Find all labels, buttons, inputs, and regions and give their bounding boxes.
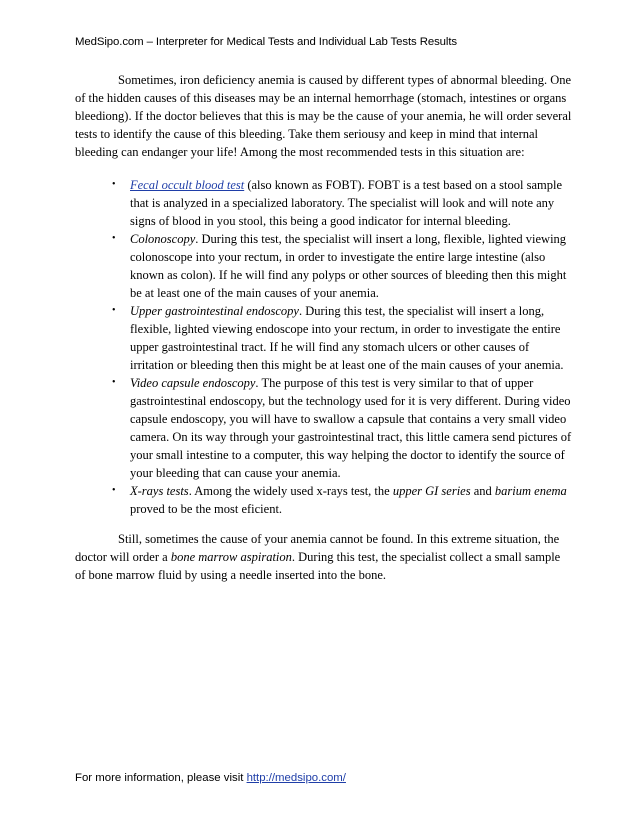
list-item (112, 482, 572, 518)
list-item-text: . Among the widely used x-rays test, the (188, 484, 393, 498)
test-term: Video capsule endoscopy (130, 376, 256, 390)
list-item-text: . The purpose of this test is very similar to that of upper gastrointestinal endoscopy, but the technology used for it is very different. During video capsule endoscopy, you will have to swallow a capsule that contains a very small video camera. On its way through your gastrointestinal tract, this little camera send pictures of your small intestine to a computer, this way helping the doctor to identify the source of your bleeding that can cause your anemia. (130, 376, 572, 480)
list-item-text: . During this test, the specialist will insert a long, flexible, lighted viewing colonoscope into your rectum, in order to investigate the entire large intestine (also known as colon). If he will find any polyps or other sources of bleeding then this might be at least one of the main causes of your anemia. (130, 232, 567, 300)
footer-link[interactable]: http://medsipo.com/ (246, 772, 346, 784)
closing-text: Still, sometimes the cause of your anemia cannot be found. In this extreme situation, the doctor will order a (75, 532, 560, 564)
list-item-text: (also known as FOBT). FOBT is a test based on a stool sample that is analyzed in a specialized laboratory. The specialist will look and will note any signs of blood in you stool, this being a good indicator for internal bleeding. (130, 178, 563, 228)
test-term: Colonoscopy (130, 232, 196, 246)
list-item (112, 302, 572, 374)
bullet-icon: • (112, 485, 116, 496)
page-header (75, 36, 575, 48)
list-item (112, 176, 572, 230)
list-item (112, 374, 572, 482)
test-term: Upper gastrointestinal endoscopy (130, 304, 299, 318)
tests-list (75, 176, 572, 518)
bullet-icon: • (112, 179, 116, 190)
bullet-icon: • (112, 305, 116, 316)
closing-term: bone marrow aspiration (170, 550, 292, 564)
bullet-icon: • (112, 377, 116, 388)
closing-paragraph (75, 530, 572, 584)
list-item-text: proved to be the most eficient. (130, 502, 283, 516)
footer-text: For more information, please visit (75, 772, 247, 784)
header-text: MedSipo.com – Interpreter for Medical Tests and Individual Lab Tests Results (75, 36, 457, 48)
test-term: X-rays tests (130, 484, 189, 498)
test-term: upper GI series (392, 484, 471, 498)
list-item-text: . During this test, the specialist will insert a long, flexible, lighted viewing endoscope into your rectum, in order to investigate the entire upper gastrointestinal tract. If he will find any stomach ulcers or other causes of irritation or bleeding then this might be at least one of the main causes of your anemia. (130, 304, 564, 372)
closing-text: . During this test, the specialist collect a small sample of bone marrow fluid by using a needle inserted into the bone. (75, 550, 561, 582)
list-item (112, 230, 572, 302)
page-footer (75, 772, 575, 784)
list-item-text: and (470, 484, 495, 498)
bullet-icon: • (112, 233, 116, 244)
fobt-link[interactable]: Fecal occult blood test (130, 178, 245, 192)
test-term: barium enema (494, 484, 567, 498)
intro-paragraph: Sometimes, iron deficiency anemia is caused by different types of abnormal bleeding. One of the hidden causes of this diseases may be an internal hemorrhage (stomach, intestines or organs bleediong). If the doctor believes that this is may be the cause of your anemia, he will order several tests to identify the cause of this bleeding. Take them seriousy and keep in mind that internal bleeding can endanger your life! Among the most recommended tests in this situation are: (75, 73, 572, 159)
document-body (75, 71, 572, 584)
